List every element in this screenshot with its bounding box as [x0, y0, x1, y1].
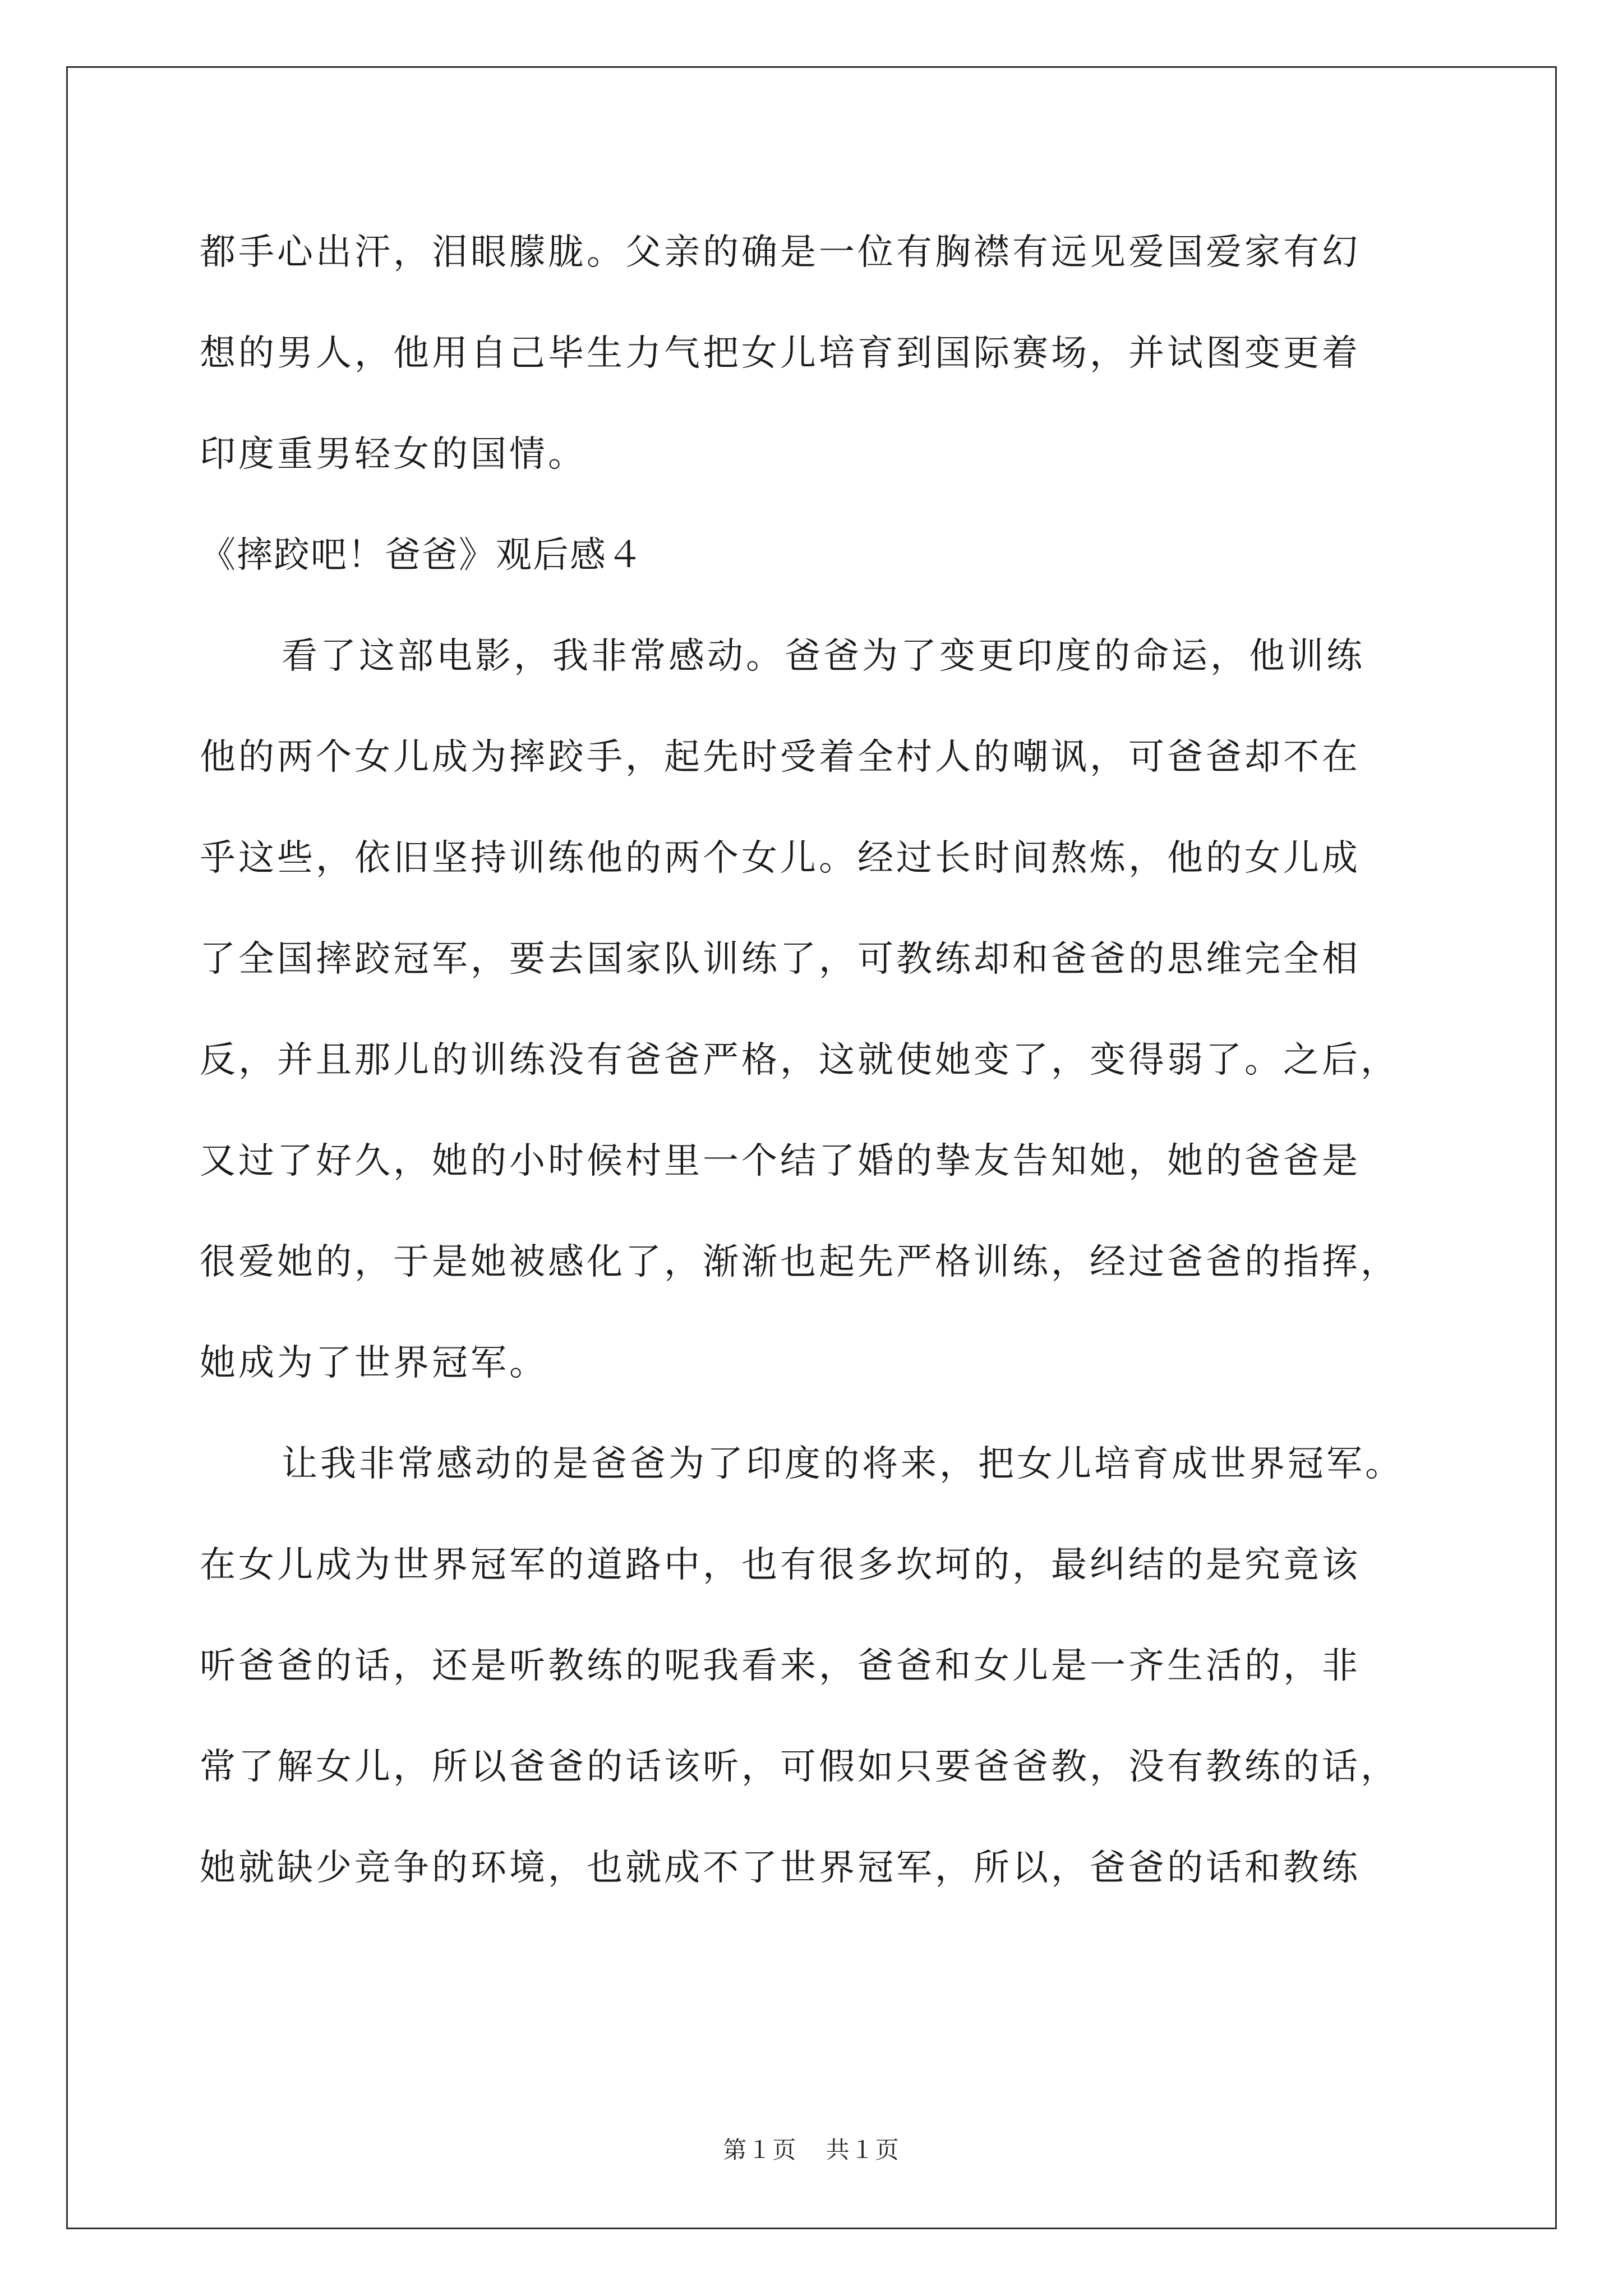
text-line: 让我非常感动的是爸爸为了印度的将来，把女儿培育成世界冠军。 [282, 1443, 1404, 1485]
text-line: 反，并且那儿的训练没有爸爸严格，这就使她变了，变得弱了。之后， [200, 1039, 1399, 1081]
text-line: 都手心出汗，泪眼朦胧。父亲的确是一位有胸襟有远见爱国爱家有幻 [200, 232, 1361, 273]
text-line: 了全国摔跤冠军，要去国家队训练了，可教练却和爸爸的思维完全相 [200, 938, 1361, 980]
text-line: 听爸爸的话，还是听教练的呢我看来，爸爸和女儿是一齐生活的，非 [200, 1645, 1361, 1687]
text-line: 又过了好久，她的小时候村里一个结了婚的挚友告知她，她的爸爸是 [200, 1140, 1361, 1182]
text-line: 乎这些，依旧坚持训练他的两个女儿。经过长时间熬炼，他的女儿成 [200, 838, 1361, 879]
text-line: 看了这部电影，我非常感动。爸爸为了变更印度的命运，他训练 [282, 636, 1365, 677]
text-line: 她成为了世界冠军。 [200, 1342, 548, 1384]
text-line: 常了解女儿，所以爸爸的话该听，可假如只要爸爸教，没有教练的话， [200, 1746, 1399, 1788]
text-line: 在女儿成为世界冠军的道路中，也有很多坎坷的，最纠结的是究竟该 [200, 1544, 1361, 1586]
page-total: 共１页 [826, 2136, 900, 2164]
text-line: 很爱她的，于是她被感化了，渐渐也起先严格训练，经过爸爸的指挥， [200, 1241, 1399, 1283]
text-line: 她就缺少竞争的环境，也就成不了世界冠军，所以，爸爸的话和教练 [200, 1847, 1361, 1889]
text-line: 印度重男轻女的国情。 [200, 434, 587, 475]
section-heading: 《摔跤吧！爸爸》观后感４ [200, 535, 644, 576]
text-line: 他的两个女儿成为摔跤手，起先时受着全村人的嘲讽，可爸爸却不在 [200, 737, 1361, 778]
page-footer [0, 2132, 1623, 2165]
document-body [200, 202, 1473, 1918]
text-line: 想的男人，他用自己毕生力气把女儿培育到国际赛场，并试图变更着 [200, 333, 1361, 374]
page-number: 第１页 [723, 2136, 797, 2164]
